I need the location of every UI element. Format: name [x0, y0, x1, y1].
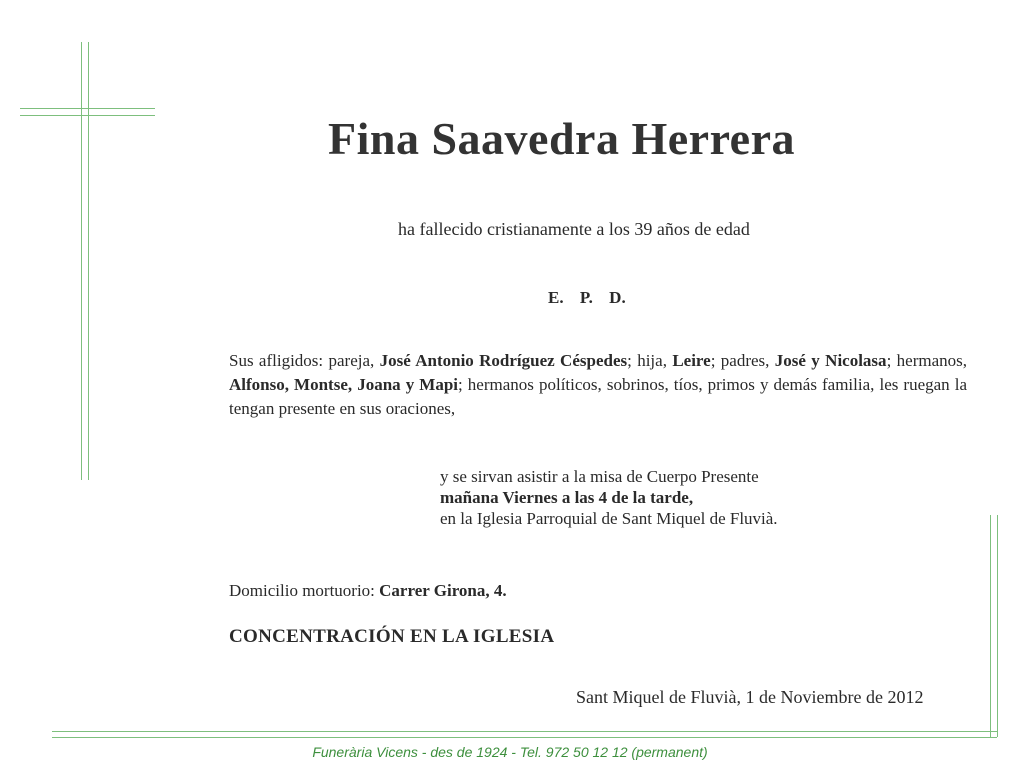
mourners-text: ; hija, [627, 351, 673, 370]
domicile-label: Domicilio mortuorio: [229, 581, 380, 600]
mourners-text: ; hermanos, [886, 351, 967, 370]
deceased-name [328, 112, 873, 165]
frame-line-bottom-2 [52, 737, 997, 738]
daughter-name: Leire [672, 351, 711, 370]
concentration-notice: CONCENTRACIÓN EN LA IGLESIA [229, 626, 555, 647]
mass-time: mañana Viernes a las 4 de la tarde, [440, 488, 694, 507]
mass-line-1: y se sirvan asistir a la misa de Cuerpo Presente [440, 467, 759, 486]
mourners-text: Sus afligidos: pareja, [229, 351, 380, 370]
mass-location: en la Iglesia Parroquial de Sant Miquel de Fluvià. [440, 509, 778, 528]
funeral-home-footer: Funerària Vicens - des de 1924 - Tel. 972 50 12 12 (permanent) [312, 744, 708, 760]
domicile [229, 580, 507, 602]
mass-details [440, 466, 778, 529]
partner-name: José Antonio Rodríguez Céspedes [379, 351, 628, 370]
cross-icon-bar [20, 108, 155, 109]
parents-names: José y Nicolasa [774, 351, 887, 370]
death-statement: ha fallecido cristianamente a los 39 años de edad [398, 219, 750, 239]
epd-text: E. P. D. [548, 288, 626, 307]
mourners-text: ; padres, [710, 351, 775, 370]
mourners-text: ; hermanos políticos, sobrinos, tíos, primos y demás familia, les ruegan la tengan presente en sus oraciones, [229, 375, 968, 418]
deceased-name-text: Fina Saavedra Herrera [328, 113, 795, 164]
domicile-address: Carrer Girona, 4. [379, 581, 507, 600]
frame-line-bottom [52, 731, 997, 732]
siblings-names: Alfonso, Montse, Joana y Mapi [229, 375, 459, 394]
mourners-paragraph [229, 349, 967, 421]
frame-line-right-2 [997, 515, 998, 737]
cross-icon-bar-2 [20, 115, 155, 116]
place-and-date: Sant Miquel de Fluvià, 1 de Noviembre de 2012 [576, 687, 924, 707]
frame-line-right [990, 515, 991, 737]
